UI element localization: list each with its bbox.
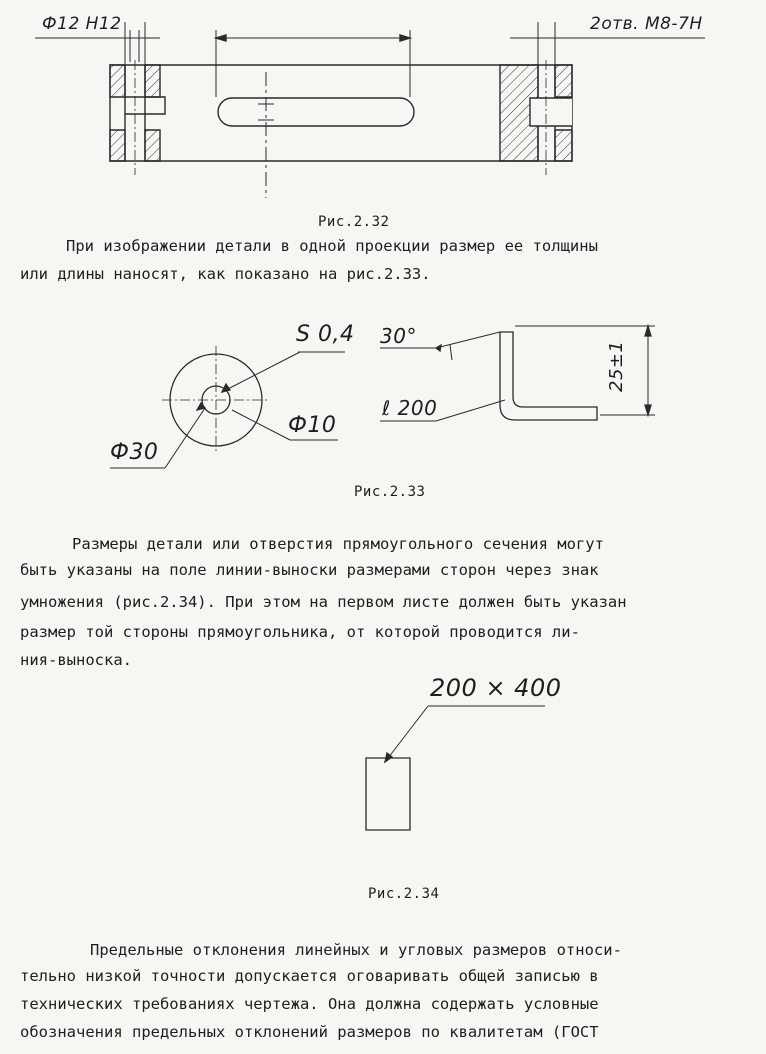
fig-2-33-s-label: S 0,4 <box>296 322 355 347</box>
paragraph-2-line-2: быть указаны на поле линии-выноски размерами сторон через знак <box>20 561 599 579</box>
fig-2-33-height-label: 25±1 <box>606 340 627 392</box>
fig-2-33-d30-label: Ф30 <box>110 440 159 465</box>
fig-2-32-right-label: 2отв. М8-7Н <box>590 14 703 34</box>
fig-2-32-left-label: Ф12 Н12 <box>42 14 122 34</box>
fig-2-33-caption: Рис.2.33 <box>354 484 426 500</box>
paragraph-3-line-3: технических требованиях чертежа. Она должна содержать условные <box>20 995 599 1013</box>
paragraph-2-line-3: умножения (рис.2.34). При этом на первом листе должен быть указан <box>20 593 627 611</box>
fig-2-33-angle-label: 30° <box>380 324 417 348</box>
paragraph-3-line-1: Предельные отклонения линейных и угловых размеров относи- <box>90 941 622 959</box>
fig-2-34-dims-label: 200 × 400 <box>430 674 562 702</box>
fig-2-34-caption: Рис.2.34 <box>368 886 440 902</box>
fig-2-32-caption: Рис.2.32 <box>318 214 390 230</box>
paragraph-3-line-4: обозначения предельных отклонений размеров по квалитетам (ГОСТ <box>20 1023 599 1041</box>
fig-2-33-length-label: ℓ 200 <box>382 396 438 420</box>
paragraph-1-line-2: или длины наносят, как показано на рис.2.33. <box>20 265 431 283</box>
fig-2-33-d10-label: Ф10 <box>288 413 337 438</box>
paragraph-2-line-4: размер той стороны прямоугольника, от которой проводится ли- <box>20 623 580 641</box>
paragraph-2-line-1: Размеры детали или отверстия прямоугольного сечения могут <box>72 535 604 553</box>
paragraph-1-line-1: При изображении детали в одной проекции размер ее толщины <box>66 237 598 255</box>
paragraph-3-line-2: тельно низкой точности допускается оговаривать общей записью в <box>20 967 599 985</box>
paragraph-2-line-5: ния-выноска. <box>20 651 132 669</box>
rectangular-section <box>366 758 410 830</box>
